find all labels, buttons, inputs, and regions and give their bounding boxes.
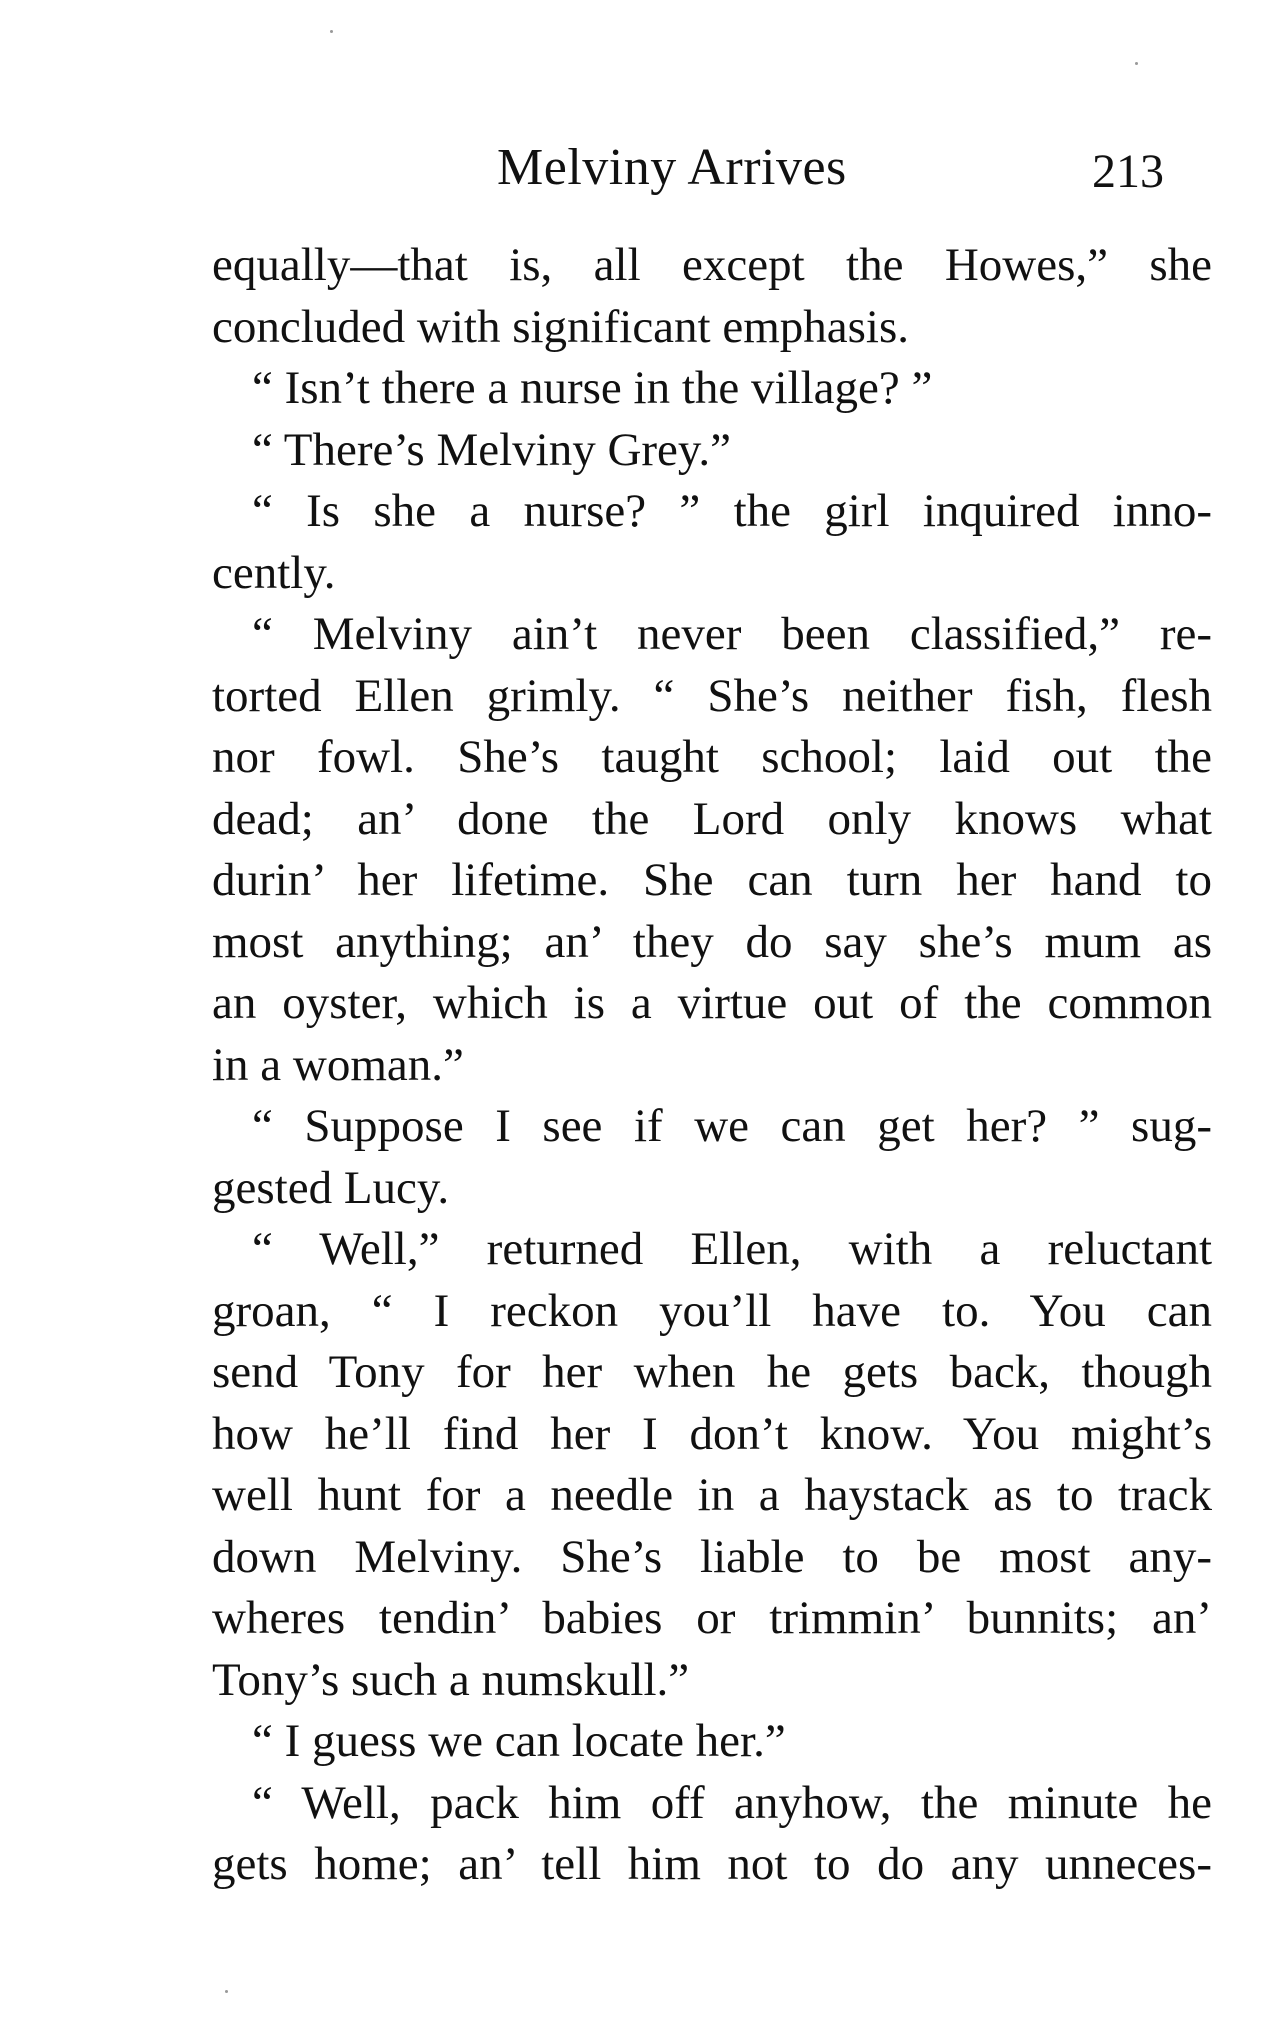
page-number: 213 [1092,145,1164,198]
text-line: “ I guess we can locate her.” [252,1715,786,1767]
text-line: “ There’s Melviny Grey.” [252,423,731,476]
paper-speck [225,1990,228,1993]
body-text [212,235,1212,1896]
text-line: groan, “ I reckon you’ll have to. You can [212,1284,1212,1337]
text-line: an oyster, which is a virtue out of the common [212,977,1212,1029]
text-line: torted Ellen grimly. “ She’s neither fish, flesh [212,669,1212,722]
text-line: durin’ her lifetime. She can turn her hand to [212,854,1212,906]
text-line: how he’ll find her I don’t know. You might’s [212,1407,1212,1460]
text-line: equally—that is, all except the Howes,” she [212,239,1212,291]
text-line: “ Isn’t there a nurse in the village? ” [252,362,933,414]
chapter-title: Melviny Arrives [497,139,847,196]
text-line: “ Is she a nurse? ” the girl inquired inno- [252,485,1212,537]
text-line: “ Well, pack him off anyhow, the minute he [252,1776,1212,1829]
text-line: “ Melviny ain’t never been classified,” re- [252,608,1212,660]
running-head [212,138,1212,198]
text-line: gets home; an’ tell him not to do any unneces- [212,1838,1212,1890]
text-line: down Melviny. She’s liable to be most any- [212,1530,1212,1583]
paper-speck [1135,62,1138,65]
text-line: in a woman.” [212,1038,464,1091]
text-line: send Tony for her when he gets back, though [212,1346,1212,1398]
text-line: cently. [212,546,336,599]
paper-speck [330,30,333,33]
text-line: “ Suppose I see if we can get her? ” sug- [252,1100,1212,1152]
text-line: dead; an’ done the Lord only knows what [212,792,1212,845]
text-line: most anything; an’ they do say she’s mum as [212,915,1212,968]
text-line: “ Well,” returned Ellen, with a reluctant [252,1223,1212,1275]
text-line: well hunt for a needle in a haystack as to track [212,1469,1212,1521]
text-line: Tony’s such a numskull.” [212,1653,690,1706]
text-line: nor fowl. She’s taught school; laid out the [212,731,1212,783]
text-line: wheres tendin’ babies or trimmin’ bunnits; an’ [212,1592,1212,1644]
text-line: gested Lucy. [212,1161,450,1214]
text-line: concluded with significant emphasis. [212,300,910,353]
